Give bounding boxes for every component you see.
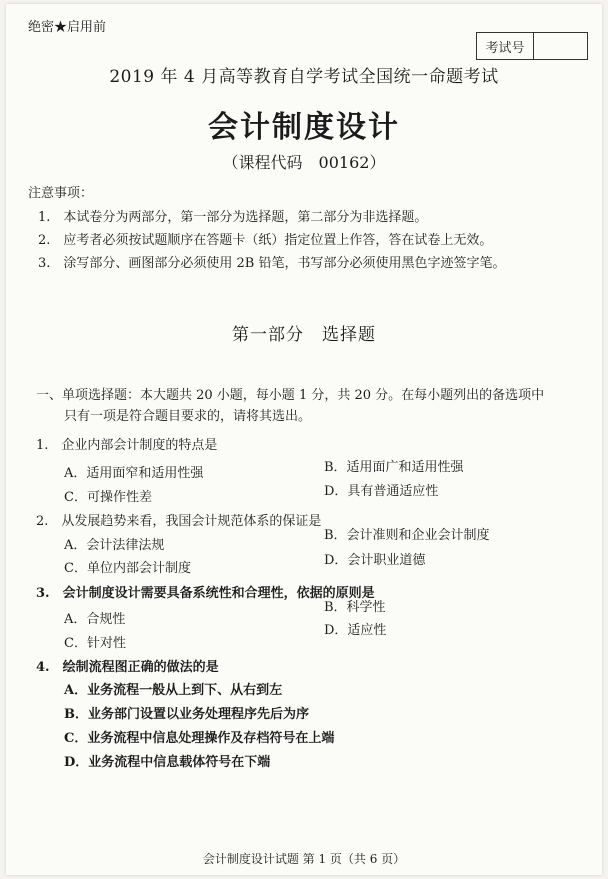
option-d: D．具有普通适应性: [324, 484, 439, 499]
option-a: A．会计法律法规: [64, 538, 165, 553]
option-b: B．科学性: [324, 600, 386, 615]
exam-number-box: [476, 32, 588, 60]
notice-item: 2. 应考者必须按试题顺序在答题卡（纸）指定位置上作答，答在试卷上无效。: [38, 233, 493, 248]
confidential-label: 绝密★启用前: [28, 20, 107, 35]
exam-number-label: 考试号: [477, 33, 534, 59]
section-instruction: 一、单项选择题：本大题共 20 小题，每小题 1 分，共 20 分。在每小题列出的备选项中: [36, 388, 545, 403]
exam-number-field[interactable]: [534, 33, 587, 59]
notice-item: 3. 涂写部分、画图部分必须使用 2B 铅笔，书写部分必须使用黑色字迹签字笔。: [38, 256, 506, 271]
question-stem: 2. 从发展趋势来看，我国会计规范体系的保证是: [36, 514, 322, 529]
option-d: D．会计职业道德: [324, 553, 426, 568]
option-a: A．适用面窄和适用性强: [64, 466, 204, 481]
option-c: C．可操作性差: [64, 490, 152, 505]
page-footer: 会计制度设计试题 第 1 页（共 6 页）: [202, 852, 406, 866]
option-b: B．会计准则和企业会计制度: [324, 528, 490, 543]
exam-page: [6, 4, 602, 875]
question-stem: 3. 会计制度设计需要具备系统性和合理性，依据的原则是: [36, 586, 375, 601]
option-b: B．适用面广和适用性强: [324, 460, 464, 475]
option-a: A．业务流程一般从上到下、从右到左: [64, 683, 283, 698]
option-c: C．单位内部会计制度: [64, 561, 191, 576]
part-one-title: 第一部分 选择题: [232, 325, 376, 345]
course-name: 会计制度设计: [208, 110, 400, 145]
option-a: A．合规性: [64, 612, 126, 627]
notice-item: 1. 本试卷分为两部分，第一部分为选择题，第二部分为非选择题。: [38, 210, 428, 225]
option-d: D．适应性: [324, 623, 387, 638]
option-c: C．针对性: [64, 636, 126, 651]
option-c: C．业务流程中信息处理操作及存档符号在上端: [64, 731, 335, 746]
question-stem: 4. 绘制流程图正确的做法的是: [36, 660, 219, 675]
option-b: B．业务部门设置以业务处理程序先后为序: [64, 707, 309, 722]
question-stem: 1. 企业内部会计制度的特点是: [36, 438, 218, 453]
notice-title: 注意事项：: [28, 186, 94, 201]
exam-title: 2019 年 4 月高等教育自学考试全国统一命题考试: [109, 67, 499, 87]
option-d: D．业务流程中信息载体符号在下端: [64, 755, 271, 770]
course-code: （课程代码 00162）: [222, 153, 386, 172]
section-instruction-cont: 只有一项是符合题目要求的，请将其选出。: [64, 409, 312, 424]
